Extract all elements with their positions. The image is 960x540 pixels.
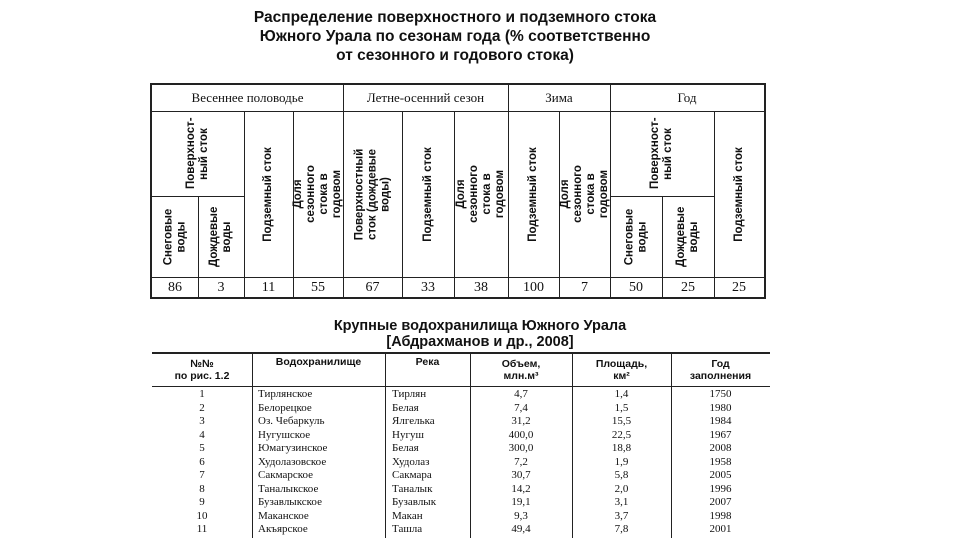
- cell-river: Нугуш: [392, 428, 424, 441]
- value-cell: 11: [261, 280, 276, 295]
- header-number: №№ по рис. 1.2: [174, 358, 230, 382]
- col-header-surface-rain: Поверхностный сток (дождевые воды): [353, 148, 391, 240]
- header-reservoir: Водохранилище: [275, 356, 362, 368]
- col-header-rain-water: Дождевые воды: [675, 206, 700, 267]
- cell-number: 11: [196, 523, 208, 535]
- reservoirs-title-line-2: [Абдрахманов и др., 2008]: [386, 334, 574, 350]
- cell-fill-year: 1996: [709, 482, 732, 495]
- cell-river: Ташла: [392, 523, 423, 535]
- cell-number: 5: [199, 442, 205, 454]
- cell-fill-year: 1967: [709, 428, 732, 441]
- table-row: [152, 415, 770, 429]
- cell-river: Ялгелька: [392, 415, 435, 427]
- table-row: [152, 469, 770, 483]
- header-river: Река: [415, 356, 440, 368]
- col-header-seasonal-share: Доля сезонного стока в годовом: [292, 165, 343, 223]
- cell-volume: 9,3: [514, 509, 528, 522]
- cell-number: 1: [199, 388, 205, 400]
- col-header-groundwater: Подземный сток: [262, 146, 274, 242]
- cell-reservoir-name: Акъярское: [258, 523, 308, 535]
- cell-area: 3,7: [614, 509, 629, 522]
- cell-fill-year: 2005: [709, 469, 732, 481]
- cell-fill-year: 1958: [709, 455, 732, 468]
- cell-reservoir-name: Юмагузинское: [258, 442, 328, 454]
- table-row: [152, 456, 770, 470]
- cell-area: 22,5: [611, 428, 632, 441]
- cell-fill-year: 2001: [709, 523, 732, 535]
- cell-number: 2: [199, 401, 205, 414]
- col-header-groundwater: Подземный сток: [527, 146, 539, 242]
- value-cell: 67: [365, 280, 380, 295]
- runoff-title-line-1: Распределение поверхностного и подземного стока: [253, 9, 657, 26]
- cell-reservoir-name: Оз. Чебаркуль: [258, 415, 325, 427]
- cell-reservoir-name: Бузавлыкское: [258, 496, 322, 508]
- cell-volume: 30,7: [511, 469, 531, 481]
- value-cell: 3: [217, 280, 225, 295]
- cell-area: 2,0: [614, 482, 629, 495]
- cell-number: 10: [196, 509, 208, 522]
- value-cell: 33: [421, 280, 435, 295]
- cell-volume: 7,4: [514, 401, 528, 414]
- cell-area: 18,8: [611, 442, 632, 454]
- table-row: [152, 483, 770, 497]
- header-area: Площадь, км²: [595, 358, 648, 382]
- col-header-snow-water: Снеговые воды: [623, 208, 649, 265]
- cell-river: Худолаз: [392, 455, 430, 468]
- cell-volume: 19,1: [511, 496, 531, 508]
- cell-reservoir-name: Нугушское: [258, 428, 311, 441]
- cell-volume: 4,7: [514, 388, 528, 400]
- runoff-title-line-3: от сезонного и годового стока): [336, 47, 574, 64]
- cell-fill-year: 1998: [709, 509, 732, 522]
- cell-reservoir-name: Маканское: [258, 509, 309, 522]
- cell-river: Тирлян: [392, 388, 427, 400]
- cell-area: 5,8: [614, 469, 629, 481]
- reservoirs-table: [152, 352, 770, 538]
- cell-fill-year: 1980: [709, 401, 732, 414]
- header-volume: Объем, млн.м³: [501, 358, 541, 382]
- table-row: [152, 510, 770, 524]
- table-row: [152, 388, 770, 402]
- cell-area: 1,5: [614, 401, 629, 414]
- cell-number: 4: [199, 428, 205, 441]
- cell-number: 7: [199, 469, 205, 481]
- table-row: [152, 402, 770, 416]
- cell-number: 3: [199, 415, 205, 427]
- cell-volume: 31,2: [511, 415, 531, 427]
- col-header-groundwater: Подземный сток: [732, 146, 745, 242]
- runoff-title-line-2: Южного Урала по сезонам года (% соответственно: [259, 28, 651, 45]
- cell-volume: 400,0: [508, 428, 534, 441]
- value-cell: 25: [732, 280, 746, 295]
- cell-river: Белая: [392, 401, 419, 414]
- cell-fill-year: 2008: [709, 442, 732, 454]
- table-row: [152, 429, 770, 443]
- cell-number: 6: [199, 455, 205, 468]
- cell-area: 15,5: [611, 415, 632, 427]
- runoff-title: [150, 8, 760, 65]
- col-header-groundwater: Подземный сток: [421, 146, 434, 242]
- value-cell: 86: [168, 280, 182, 295]
- reservoirs-title-line-1: Крупные водохранилища Южного Урала: [333, 318, 627, 334]
- cell-fill-year: 2007: [709, 496, 732, 508]
- col-header-rain-water: Дождевые воды: [208, 206, 233, 267]
- value-cell: 7: [581, 280, 588, 295]
- group-year: Год: [677, 90, 697, 105]
- group-summer-autumn: Летне-осенний сезон: [366, 90, 485, 105]
- value-cell: 38: [474, 280, 488, 295]
- cell-river: Макан: [392, 509, 423, 522]
- cell-volume: 300,0: [508, 442, 534, 454]
- cell-fill-year: 1984: [709, 415, 732, 427]
- group-spring-flood: Весеннее половодье: [191, 90, 304, 105]
- cell-area: 7,8: [614, 523, 629, 535]
- value-cell: 50: [629, 280, 643, 295]
- year-surface-header: Поверхност-ный сток: [649, 116, 674, 189]
- cell-area: 3,1: [614, 496, 629, 508]
- table-row: [152, 442, 770, 456]
- table-row: [152, 496, 770, 510]
- runoff-table: [150, 83, 766, 299]
- cell-volume: 7,2: [514, 455, 528, 468]
- col-header-seasonal-share: Доля сезонного стока в годовом: [455, 165, 506, 223]
- cell-area: 1,4: [614, 388, 629, 400]
- cell-river: Таналык: [392, 482, 433, 495]
- cell-reservoir-name: Таналыкское: [258, 482, 319, 495]
- table-row: [152, 523, 770, 537]
- cell-reservoir-name: Худолазовское: [258, 455, 327, 468]
- cell-reservoir-name: Сакмарское: [258, 469, 314, 481]
- spring-surface-header: Поверхност-ный сток: [185, 116, 210, 189]
- col-header-snow-water: Снеговые воды: [162, 208, 188, 265]
- cell-fill-year: 1750: [709, 388, 732, 400]
- cell-river: Бузавлык: [392, 496, 437, 508]
- col-header-seasonal-share: Доля сезонного стока в годовом: [558, 165, 610, 223]
- cell-river: Белая: [392, 442, 419, 454]
- cell-reservoir-name: Тирлянское: [258, 388, 313, 400]
- value-cell: 25: [681, 280, 695, 295]
- cell-number: 8: [199, 482, 205, 495]
- reservoirs-title: [240, 318, 720, 350]
- cell-volume: 14,2: [511, 482, 531, 495]
- group-winter: Зима: [545, 90, 573, 105]
- value-cell: 55: [311, 280, 325, 295]
- value-cell: 100: [523, 280, 544, 295]
- cell-area: 1,9: [614, 455, 629, 468]
- cell-number: 9: [199, 496, 205, 508]
- reservoir-rows: [152, 388, 770, 537]
- header-fill-year: Год заполнения: [689, 358, 752, 382]
- cell-river: Сакмара: [392, 469, 432, 481]
- cell-reservoir-name: Белорецкое: [258, 401, 312, 414]
- cell-volume: 49,4: [511, 523, 531, 535]
